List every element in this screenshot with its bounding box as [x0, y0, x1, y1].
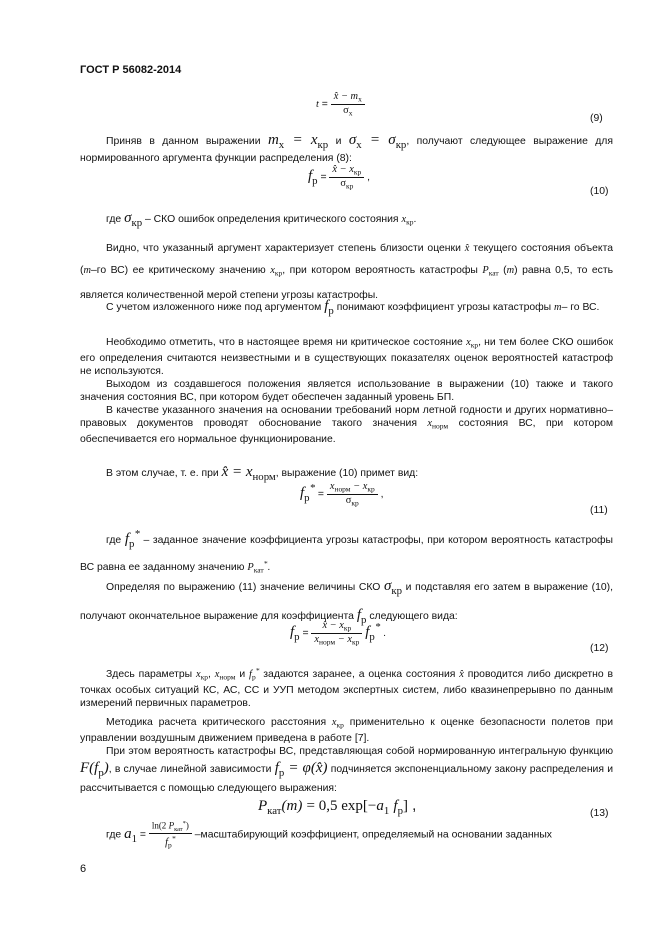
paragraph: В этом случае, т. е. при x̂ = $x_{норм}$, выражение (10) примет вид:	[106, 464, 419, 483]
equation-number-11: (11)	[590, 505, 608, 516]
paragraph: При этом вероятность катастрофы ВС, представляющая собой нормированную интегральную функцию $F(f_p)$, в случае линейной зависимости $f_p$ = φ(x̂) подчиняется экспоненциальному закону распределения и рассчитывается с помощью следующего выражения:	[80, 746, 614, 794]
paragraph: Определяя по выражению (11) значение величины СКО $\sigma_{кр}$ и подставляя его затем в выражение (10), получают окончательное выражение для коэффициента $f_p$ следующего вида:	[80, 578, 614, 626]
equation-9: t = $\frac{x̂ - m_x}{\sigma_x}$	[316, 91, 365, 117]
paragraph: где $a_1$ = $\frac{\ln(2 P_{кат}^*)}{f_p^*}$ –масштабирующий коэффициент, определяемый на основании заданных	[106, 820, 553, 850]
paragraph: Выходом из создавшегося положения является использование в выражении (10) также и такого значения состояния ВС, при котором будет обеспечен заданный уровень БП.	[80, 379, 613, 403]
paragraph: Здесь параметры $x_{кр}$, $x_{норм}$ и $f_p^*$ задаются заранее, а оценка состояния x̂ проводится либо дискретно в точках особых ситуаций КС, АС, СС и УУП методом экспертных систем, либо квазинепрерывно по данным измерений первичных параметров.	[80, 666, 614, 709]
paragraph: где $\sigma_{кр}$ – СКО ошибок определения критического состояния $x_{кр}$.	[106, 210, 417, 229]
paragraph: В качестве указанного значения на основании требований норм летной годности и других нормативно–правовых документов проводят обоснование такого значения $x_{норм}$ состояния ВС, при котором обеспечивается его нормальное функционирование.	[80, 405, 614, 445]
document-header: ГОСТ Р 56082-2014	[80, 64, 182, 76]
page-number: 6	[80, 863, 87, 875]
paragraph: Методика расчета критического расстояния $x_{кр}$ применительно к оценке безопасности полетов при управлении воздушным движением приведена в работе [7].	[80, 717, 614, 744]
paragraph: Необходимо отметить, что в настоящее время ни критическое состояние $x_{кр}$, ни тем более СКО ошибок его определения считаются неизвестными и в существующих показателях оценок вероятностей катастроф не используются.	[80, 337, 614, 377]
paragraph: где $f_p^*$ – заданное значение коэффициента угрозы катастрофы, при котором вероятность катастрофы ВС равна ее заданному значению $P_{кат}^*$.	[80, 528, 614, 575]
paragraph: Видно, что указанный аргумент характеризует степень близости оценки x̂ текущего состояния объекта (m–го ВС) ее критическому значению $x_{кр}$, при котором вероятность катастрофы $P_{кат}$ (m) равна 0,5, то есть является количественной мерой степени угрозы катастрофы.	[80, 243, 614, 301]
equation-11: $f_p^*$ = $\frac{x_{норм} - x_{кр}}{\sigma_{кр}}$ ,	[300, 481, 384, 508]
equation-number-13: (13)	[590, 808, 609, 819]
equation-number-9: (9)	[590, 113, 603, 124]
equation-12: $f_p$ = $\frac{x̂ - x_{кр}}{x_{норм} - x_{кр}}$ $f_p^*$ .	[290, 620, 386, 647]
equation-10: $f_p$ = $\frac{x̂ - x_{кр}}{\sigma_{кр}}$ ,	[308, 164, 371, 191]
equation-number-12: (12)	[590, 643, 609, 654]
equation-13: $P_{кат}(m) = 0,5$ $\exp[-a_1$ $f_p$] ,	[258, 797, 417, 817]
paragraph: С учетом изложенного ниже под аргументом $f_p$ понимают коэффициент угрозы катастрофы m– го ВС.	[106, 298, 600, 317]
paragraph: Приняв в данном выражении $m_x = x_{кр}$ и $\sigma_x = \sigma_{кр}$, получают следующее выражение для нормированного аргумента функции распределения (8):	[80, 132, 613, 164]
equation-number-10: (10)	[590, 186, 609, 197]
